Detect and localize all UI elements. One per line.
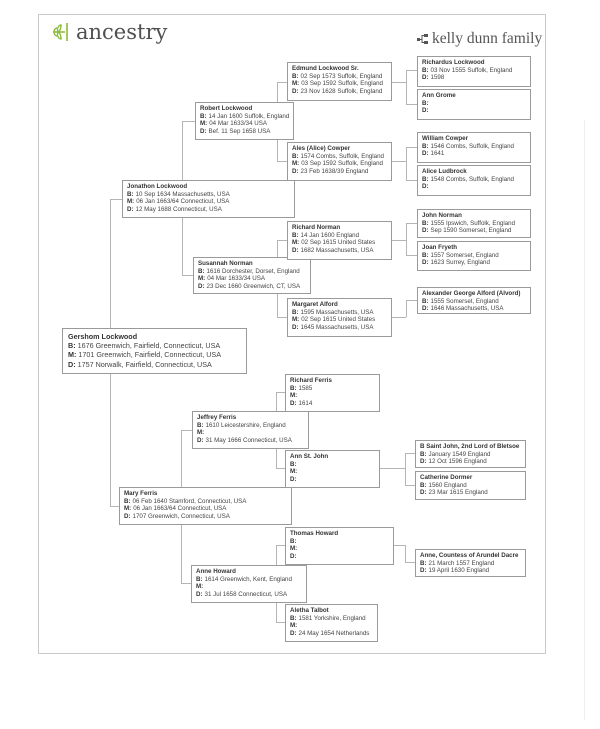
birth-label: B:: [290, 537, 297, 545]
person-name: Alice Ludbrock: [422, 168, 467, 175]
connector: [406, 255, 417, 256]
birth-value: 1555 Ipswich, Suffolk, England: [430, 219, 516, 227]
birth-label: B:: [420, 450, 427, 458]
person-card-anne-countess-of-arundel[interactable]: [415, 549, 526, 577]
brand-name: ancestry: [76, 20, 168, 44]
connector: [276, 392, 277, 411]
marriage-value: 06 Jan 1663/64 Connecticut, USA: [133, 505, 227, 513]
connector: [277, 293, 278, 317]
marriage-label: M:: [290, 392, 298, 400]
person-name: Richardus Lockwood: [422, 59, 485, 66]
death-value: 1707 Greenwich, Connecticut, USA: [132, 512, 230, 520]
marriage-label: M:: [290, 622, 298, 630]
person-card-ann-st-john[interactable]: [285, 450, 380, 488]
connector: [406, 70, 407, 104]
person-name: B Saint John, 2nd Lord of Bletsoe: [420, 443, 520, 450]
birth-label: B:: [422, 219, 429, 227]
person-name: Thomas Howard: [290, 530, 339, 537]
death-value: 23 Feb 1638/39 England: [300, 167, 369, 175]
marriage-value: 03 Sep 1592 Suffolk, England: [301, 80, 383, 88]
person-card-joan-fryeth[interactable]: [417, 241, 531, 271]
birth-label: B:: [422, 99, 429, 107]
connector: [276, 468, 285, 469]
birth-value: 14 Jan 1600 England: [300, 231, 360, 239]
connector: [181, 524, 182, 583]
birth-label: B:: [196, 575, 203, 583]
marriage-label: M:: [290, 468, 298, 476]
connector: [391, 317, 406, 318]
connector: [277, 317, 287, 318]
death-value: Bef. 11 Sep 1658 USA: [208, 127, 271, 135]
connector: [276, 545, 285, 546]
person-card-aletha-talbot[interactable]: [285, 604, 378, 642]
birth-value: January 1549 England: [428, 450, 491, 458]
birth-value: 21 March 1557 England: [428, 559, 495, 567]
connector: [182, 121, 195, 122]
birth-label: B:: [292, 152, 299, 160]
death-label: D:: [422, 150, 429, 158]
marriage-label: M:: [196, 583, 204, 591]
birth-value: 1585: [298, 384, 313, 392]
marriage-label: M:: [292, 160, 300, 168]
connector: [110, 199, 122, 200]
family-tree-icon: [417, 33, 429, 45]
death-label: D:: [292, 323, 299, 331]
birth-label: B:: [124, 497, 131, 505]
connector: [379, 468, 405, 469]
connector: [406, 147, 407, 180]
connector: [182, 275, 193, 276]
person-name: Richard Norman: [292, 224, 341, 231]
birth-value: 14 Jan 1600 Suffolk, England: [208, 112, 290, 120]
death-label: D:: [422, 259, 429, 267]
death-label: D:: [292, 246, 299, 254]
death-label: D:: [292, 167, 299, 175]
death-value: 12 Oct 1596 England: [428, 458, 487, 466]
marriage-value: 03 Sep 1592 Suffolk, England: [301, 160, 383, 168]
birth-label: B:: [420, 481, 427, 489]
birth-value: 10 Sep 1634 Massachusetts, USA: [135, 190, 230, 198]
connector: [276, 545, 277, 565]
marriage-label: M:: [197, 429, 205, 437]
birth-label: B:: [422, 297, 429, 305]
connector: [276, 392, 285, 393]
birth-label: B:: [422, 66, 429, 74]
birth-value: 1616 Dorchester, Dorset, England: [206, 267, 300, 275]
birth-label: B:: [127, 190, 134, 198]
person-card-richard-ferris[interactable]: [285, 374, 380, 412]
death-value: 31 May 1666 Connecticut, USA: [205, 436, 292, 444]
marriage-label: M:: [292, 80, 300, 88]
connector: [277, 240, 287, 241]
birth-label: B:: [422, 251, 429, 259]
connector: [276, 622, 285, 623]
person-card-gershom-lockwood[interactable]: [62, 328, 247, 374]
death-value: 1757 Norwalk, Fairfield, Connecticut, USA: [77, 359, 212, 369]
connector: [406, 300, 417, 301]
marriage-label: M:: [290, 545, 298, 553]
connector: [406, 104, 417, 105]
connector: [391, 82, 406, 83]
person-name: Jeffrey Ferris: [197, 414, 237, 421]
person-name: Ann St. John: [290, 453, 329, 460]
death-value: 24 May 1654 Netherlands: [298, 629, 370, 637]
death-label: D:: [422, 74, 429, 82]
person-name: Ann Grome: [422, 92, 456, 99]
person-card-richard-norman[interactable]: [287, 221, 392, 260]
connector: [405, 545, 406, 562]
person-name: Gershom Lockwood: [68, 332, 138, 341]
person-name: Richard Ferris: [290, 377, 332, 384]
marriage-label: M:: [124, 505, 132, 513]
connector: [277, 82, 278, 102]
death-value: 1682 Massachusetts, USA: [300, 246, 374, 254]
person-card-william-cowper[interactable]: [417, 132, 531, 163]
connector: [405, 453, 406, 485]
birth-value: 1555 Somerset, England: [430, 297, 499, 305]
connector: [393, 545, 405, 546]
death-label: D:: [290, 475, 297, 483]
birth-value: 06 Feb 1640 Stamford, Connecticut, USA: [132, 497, 247, 505]
marriage-label: M:: [68, 350, 77, 360]
birth-value: 1546 Combs, Suffolk, England: [430, 142, 515, 150]
death-value: 1598: [430, 74, 445, 82]
connector: [276, 602, 277, 622]
connector: [276, 448, 277, 468]
birth-label: B:: [68, 341, 76, 351]
birth-label: B:: [292, 72, 299, 80]
death-label: D:: [420, 489, 427, 497]
connector: [405, 485, 415, 486]
connector: [110, 506, 119, 507]
death-value: Sep 1590 Somerset, England: [430, 227, 512, 235]
page-edge: [584, 120, 585, 720]
person-card-b-saint-john[interactable]: [415, 440, 526, 468]
birth-label: B:: [290, 384, 297, 392]
death-label: D:: [197, 436, 204, 444]
birth-value: 1557 Somerset, England: [430, 251, 499, 259]
death-label: D:: [68, 359, 76, 369]
birth-label: B:: [290, 460, 297, 468]
birth-label: B:: [197, 421, 204, 429]
death-label: D:: [290, 629, 297, 637]
birth-label: B:: [422, 142, 429, 150]
marriage-label: M:: [198, 275, 206, 283]
death-label: D:: [420, 458, 427, 466]
death-label: D:: [290, 399, 297, 407]
person-name: Aletha Talbot: [290, 607, 329, 614]
birth-label: B:: [200, 112, 207, 120]
death-value: 23 Nov 1628 Suffolk, England: [300, 87, 383, 95]
birth-label: B:: [198, 267, 205, 275]
person-card-ales-cowper[interactable]: [287, 142, 392, 181]
death-value: 31 Jul 1658 Connecticut, USA: [204, 590, 288, 598]
connector: [181, 430, 192, 431]
birth-value: 03 Nov 1555 Suffolk, England: [430, 66, 513, 74]
death-value: 1641: [430, 150, 445, 158]
person-name: Ales (Alice) Cowper: [292, 145, 351, 152]
marriage-value: 04 Mar 1633/34 USA: [207, 275, 266, 283]
person-name: Joan Fryeth: [422, 244, 458, 251]
death-label: D:: [420, 567, 427, 575]
birth-value: 1560 England: [428, 481, 467, 489]
ancestry-logo: [51, 20, 167, 44]
connector: [391, 161, 406, 162]
person-name: John Norman: [422, 212, 462, 219]
death-label: D:: [198, 282, 205, 290]
birth-value: 1614 Greenwich, Kent, England: [204, 575, 292, 583]
death-label: D:: [290, 552, 297, 560]
person-name: Susannah Norman: [198, 260, 253, 267]
death-label: D:: [127, 205, 134, 213]
birth-value: 1548 Combs, Suffolk, England: [430, 175, 515, 183]
death-label: D:: [124, 512, 131, 520]
person-card-robert-lockwood[interactable]: [195, 102, 294, 140]
person-name: Catherine Dormer: [420, 474, 473, 481]
marriage-value: 06 Jan 1663/64 Connecticut, USA: [136, 198, 230, 206]
birth-label: B:: [422, 175, 429, 183]
person-card-richardus-lockwood[interactable]: [417, 56, 531, 87]
connector: [181, 430, 182, 487]
person-name: Jonathon Lockwood: [127, 183, 188, 190]
death-label: D:: [422, 183, 429, 191]
death-value: 23 Mar 1615 England: [428, 489, 488, 497]
marriage-label: M:: [292, 316, 300, 324]
birth-value: 1595 Massachusetts, USA: [300, 308, 374, 316]
birth-value: 1581 Yorkshire, England: [298, 614, 366, 622]
connector: [277, 161, 287, 162]
person-card-catherine-dormer[interactable]: [415, 471, 526, 500]
person-card-edmund-lockwood[interactable]: [287, 62, 392, 101]
connector: [406, 223, 417, 224]
birth-label: B:: [292, 231, 299, 239]
marriage-value: 04 Mar 1633/34 USA: [209, 120, 268, 128]
marriage-label: M:: [200, 120, 208, 128]
person-name: Margaret Alford: [292, 301, 338, 308]
connector: [406, 147, 417, 148]
death-label: D:: [292, 87, 299, 95]
birth-value: 02 Sep 1573 Suffolk, England: [300, 72, 383, 80]
person-card-susannah-norman[interactable]: [193, 257, 311, 294]
death-value: 1645 Massachusetts, USA: [300, 323, 374, 331]
death-value: 23 Dec 1660 Greenwich, CT, USA: [206, 282, 301, 290]
person-card-margaret-alford[interactable]: [287, 298, 392, 337]
person-name: Robert Lockwood: [200, 105, 253, 112]
connector: [406, 300, 407, 317]
birth-label: B:: [290, 614, 297, 622]
person-name: Anne, Countess of Arundel Dacre: [420, 552, 519, 559]
death-value: 12 May 1688 Connecticut, USA: [135, 205, 222, 213]
connector: [406, 223, 407, 255]
person-card-ann-grome[interactable]: [417, 89, 531, 120]
tree-title: [417, 30, 542, 48]
connector: [391, 240, 406, 241]
person-name: Edmund Lockwood Sr.: [292, 65, 359, 72]
connector: [405, 562, 415, 563]
marriage-label: M:: [127, 198, 135, 206]
death-value: 1623 Surrey, England: [430, 259, 490, 267]
birth-value: 1574 Combs, Suffolk, England: [300, 152, 385, 160]
connector: [182, 218, 183, 275]
marriage-value: 02 Sep 1615 United States: [301, 316, 376, 324]
person-card-john-norman[interactable]: [417, 209, 531, 238]
death-label: D:: [422, 107, 429, 115]
marriage-value: 1701 Greenwich, Fairfield, Connecticut, USA: [78, 350, 222, 360]
person-name: William Cowper: [422, 135, 469, 142]
birth-label: B:: [292, 308, 299, 316]
tree-title-text: kelly dunn family: [432, 30, 543, 47]
connector: [277, 82, 287, 83]
marriage-label: M:: [292, 239, 300, 247]
birth-value: 1610 Leicestershire, England: [205, 421, 286, 429]
death-label: D:: [422, 227, 429, 235]
connector: [277, 140, 278, 161]
connector: [182, 121, 183, 180]
death-value: 19 April 1630 England: [428, 567, 490, 575]
person-name: Alexander George Alford (Alvord): [422, 290, 521, 297]
connector: [181, 583, 191, 584]
death-label: D:: [200, 127, 207, 135]
birth-value: 1676 Greenwich, Fairfield, Connecticut, USA: [77, 341, 221, 351]
birth-label: B:: [420, 559, 427, 567]
person-card-jeffrey-ferris[interactable]: [192, 411, 309, 449]
person-card-anne-howard[interactable]: [191, 565, 307, 603]
marriage-value: 02 Sep 1615 United States: [301, 239, 376, 247]
death-value: 1646 Massachusetts, USA: [430, 305, 504, 313]
death-label: D:: [196, 590, 203, 598]
connector: [277, 240, 278, 257]
person-name: Mary Ferris: [124, 490, 158, 497]
connector: [406, 180, 417, 181]
connector: [110, 373, 111, 506]
connector: [406, 70, 417, 71]
person-name: Anne Howard: [196, 568, 236, 575]
death-value: 1614: [298, 399, 313, 407]
person-card-alice-ludbrock[interactable]: [417, 165, 531, 196]
leaf-icon: [51, 21, 73, 43]
person-card-thomas-howard[interactable]: [285, 527, 394, 565]
connector: [405, 453, 415, 454]
person-card-jonathon-lockwood[interactable]: [122, 180, 295, 218]
death-label: D:: [422, 305, 429, 313]
person-card-mary-ferris[interactable]: [119, 487, 292, 525]
person-card-alexander-alford[interactable]: [417, 287, 531, 314]
connector: [110, 199, 111, 328]
